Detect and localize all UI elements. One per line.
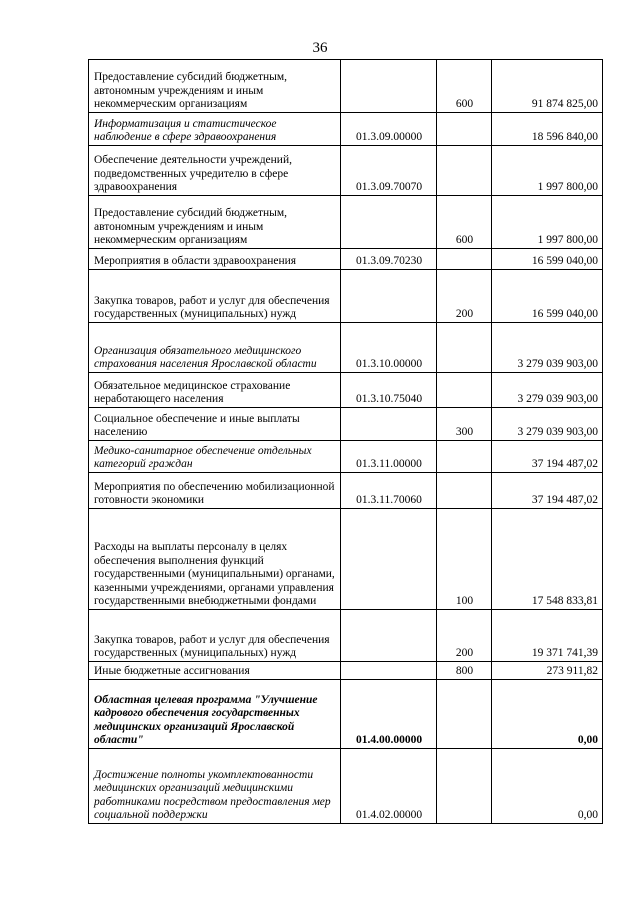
expense-name-cell: Мероприятия в области здравоохранения: [89, 249, 341, 270]
amount-cell: 37 194 487,02: [492, 441, 603, 473]
expense-name-cell: Информатизация и статистическое наблюдение в сфере здравоохранения: [89, 113, 341, 146]
target-code-cell: 01.3.09.00000: [341, 113, 437, 146]
amount-cell: 3 279 039 903,00: [492, 373, 603, 408]
table-row: [89, 441, 603, 473]
budget-table: [88, 59, 603, 824]
target-code-cell: 01.3.11.00000: [341, 441, 437, 473]
expense-name-cell: Областная целевая программа "Улучшение кадрового обеспечения государственных медицинских организаций Ярославской области": [89, 680, 341, 749]
target-code-cell: 01.3.10.00000: [341, 323, 437, 373]
expense-type-cell: 100: [437, 509, 492, 610]
table-row: [89, 323, 603, 373]
expense-type-cell: [437, 373, 492, 408]
table-row: [89, 196, 603, 249]
target-code-cell: 01.4.02.00000: [341, 749, 437, 824]
expense-type-cell: [437, 323, 492, 373]
expense-name-cell: Медико-санитарное обеспечение отдельных категорий граждан: [89, 441, 341, 473]
expense-name-cell: Закупка товаров, работ и услуг для обеспечения государственных (муниципальных) нужд: [89, 270, 341, 323]
expense-type-cell: [437, 749, 492, 824]
target-code-cell: 01.3.11.70060: [341, 473, 437, 509]
amount-cell: 1 997 800,00: [492, 146, 603, 196]
expense-name-cell: Иные бюджетные ассигнования: [89, 662, 341, 680]
page-number: 36: [312, 40, 328, 56]
table-row: [89, 680, 603, 749]
amount-cell: 273 911,82: [492, 662, 603, 680]
expense-name-cell: Обеспечение деятельности учреждений, подведомственных учредителю в сфере здравоохранения: [89, 146, 341, 196]
expense-type-cell: [437, 249, 492, 270]
expense-name-cell: Организация обязательного медицинского страхования населения Ярославской области: [89, 323, 341, 373]
expense-type-cell: 600: [437, 196, 492, 249]
amount-cell: 0,00: [492, 749, 603, 824]
expense-type-cell: [437, 680, 492, 749]
target-code-cell: [341, 662, 437, 680]
target-code-cell: 01.4.00.00000: [341, 680, 437, 749]
expense-type-cell: 200: [437, 610, 492, 662]
expense-name-cell: Расходы на выплаты персоналу в целях обеспечения выполнения функций государственными (муниципальными) органами, казенными учреждениями, органами управления государственными внебюджетными фондами: [89, 509, 341, 610]
table-row: [89, 662, 603, 680]
amount-cell: 16 599 040,00: [492, 270, 603, 323]
amount-cell: 91 874 825,00: [492, 60, 603, 113]
expense-type-cell: [437, 473, 492, 509]
target-code-cell: [341, 408, 437, 441]
table-row: [89, 146, 603, 196]
table-row: [89, 408, 603, 441]
expense-type-cell: 800: [437, 662, 492, 680]
target-code-cell: [341, 60, 437, 113]
expense-name-cell: Мероприятия по обеспечению мобилизационной готовности экономики: [89, 473, 341, 509]
table-row: [89, 749, 603, 824]
amount-cell: 0,00: [492, 680, 603, 749]
table-row: [89, 270, 603, 323]
table-row: [89, 249, 603, 270]
amount-cell: 3 279 039 903,00: [492, 323, 603, 373]
amount-cell: 1 997 800,00: [492, 196, 603, 249]
table-row: [89, 60, 603, 113]
expense-name-cell: Предоставление субсидий бюджетным, автономным учреждениям и иным некоммерческим организациям: [89, 60, 341, 113]
expense-type-cell: [437, 441, 492, 473]
expense-name-cell: Предоставление субсидий бюджетным, автономным учреждениям и иным некоммерческим организациям: [89, 196, 341, 249]
expense-name-cell: Социальное обеспечение и иные выплаты населению: [89, 408, 341, 441]
target-code-cell: [341, 270, 437, 323]
amount-cell: 18 596 840,00: [492, 113, 603, 146]
amount-cell: 16 599 040,00: [492, 249, 603, 270]
target-code-cell: [341, 196, 437, 249]
target-code-cell: [341, 610, 437, 662]
table-row: [89, 373, 603, 408]
expense-type-cell: [437, 113, 492, 146]
expense-type-cell: 200: [437, 270, 492, 323]
table-row: [89, 610, 603, 662]
expense-name-cell: Обязательное медицинское страхование неработающего населения: [89, 373, 341, 408]
expense-name-cell: Закупка товаров, работ и услуг для обеспечения государственных (муниципальных) нужд: [89, 610, 341, 662]
amount-cell: 3 279 039 903,00: [492, 408, 603, 441]
expense-type-cell: 600: [437, 60, 492, 113]
target-code-cell: 01.3.09.70070: [341, 146, 437, 196]
budget-table-body: [89, 60, 603, 824]
target-code-cell: 01.3.10.75040: [341, 373, 437, 408]
table-row: [89, 113, 603, 146]
expense-name-cell: Достижение полноты укомплектованности медицинских организаций медицинскими работниками посредством предоставления мер социальной поддержки: [89, 749, 341, 824]
target-code-cell: 01.3.09.70230: [341, 249, 437, 270]
amount-cell: 37 194 487,02: [492, 473, 603, 509]
table-row: [89, 473, 603, 509]
amount-cell: 19 371 741,39: [492, 610, 603, 662]
expense-type-cell: 300: [437, 408, 492, 441]
expense-type-cell: [437, 146, 492, 196]
table-row: [89, 509, 603, 610]
target-code-cell: [341, 509, 437, 610]
amount-cell: 17 548 833,81: [492, 509, 603, 610]
